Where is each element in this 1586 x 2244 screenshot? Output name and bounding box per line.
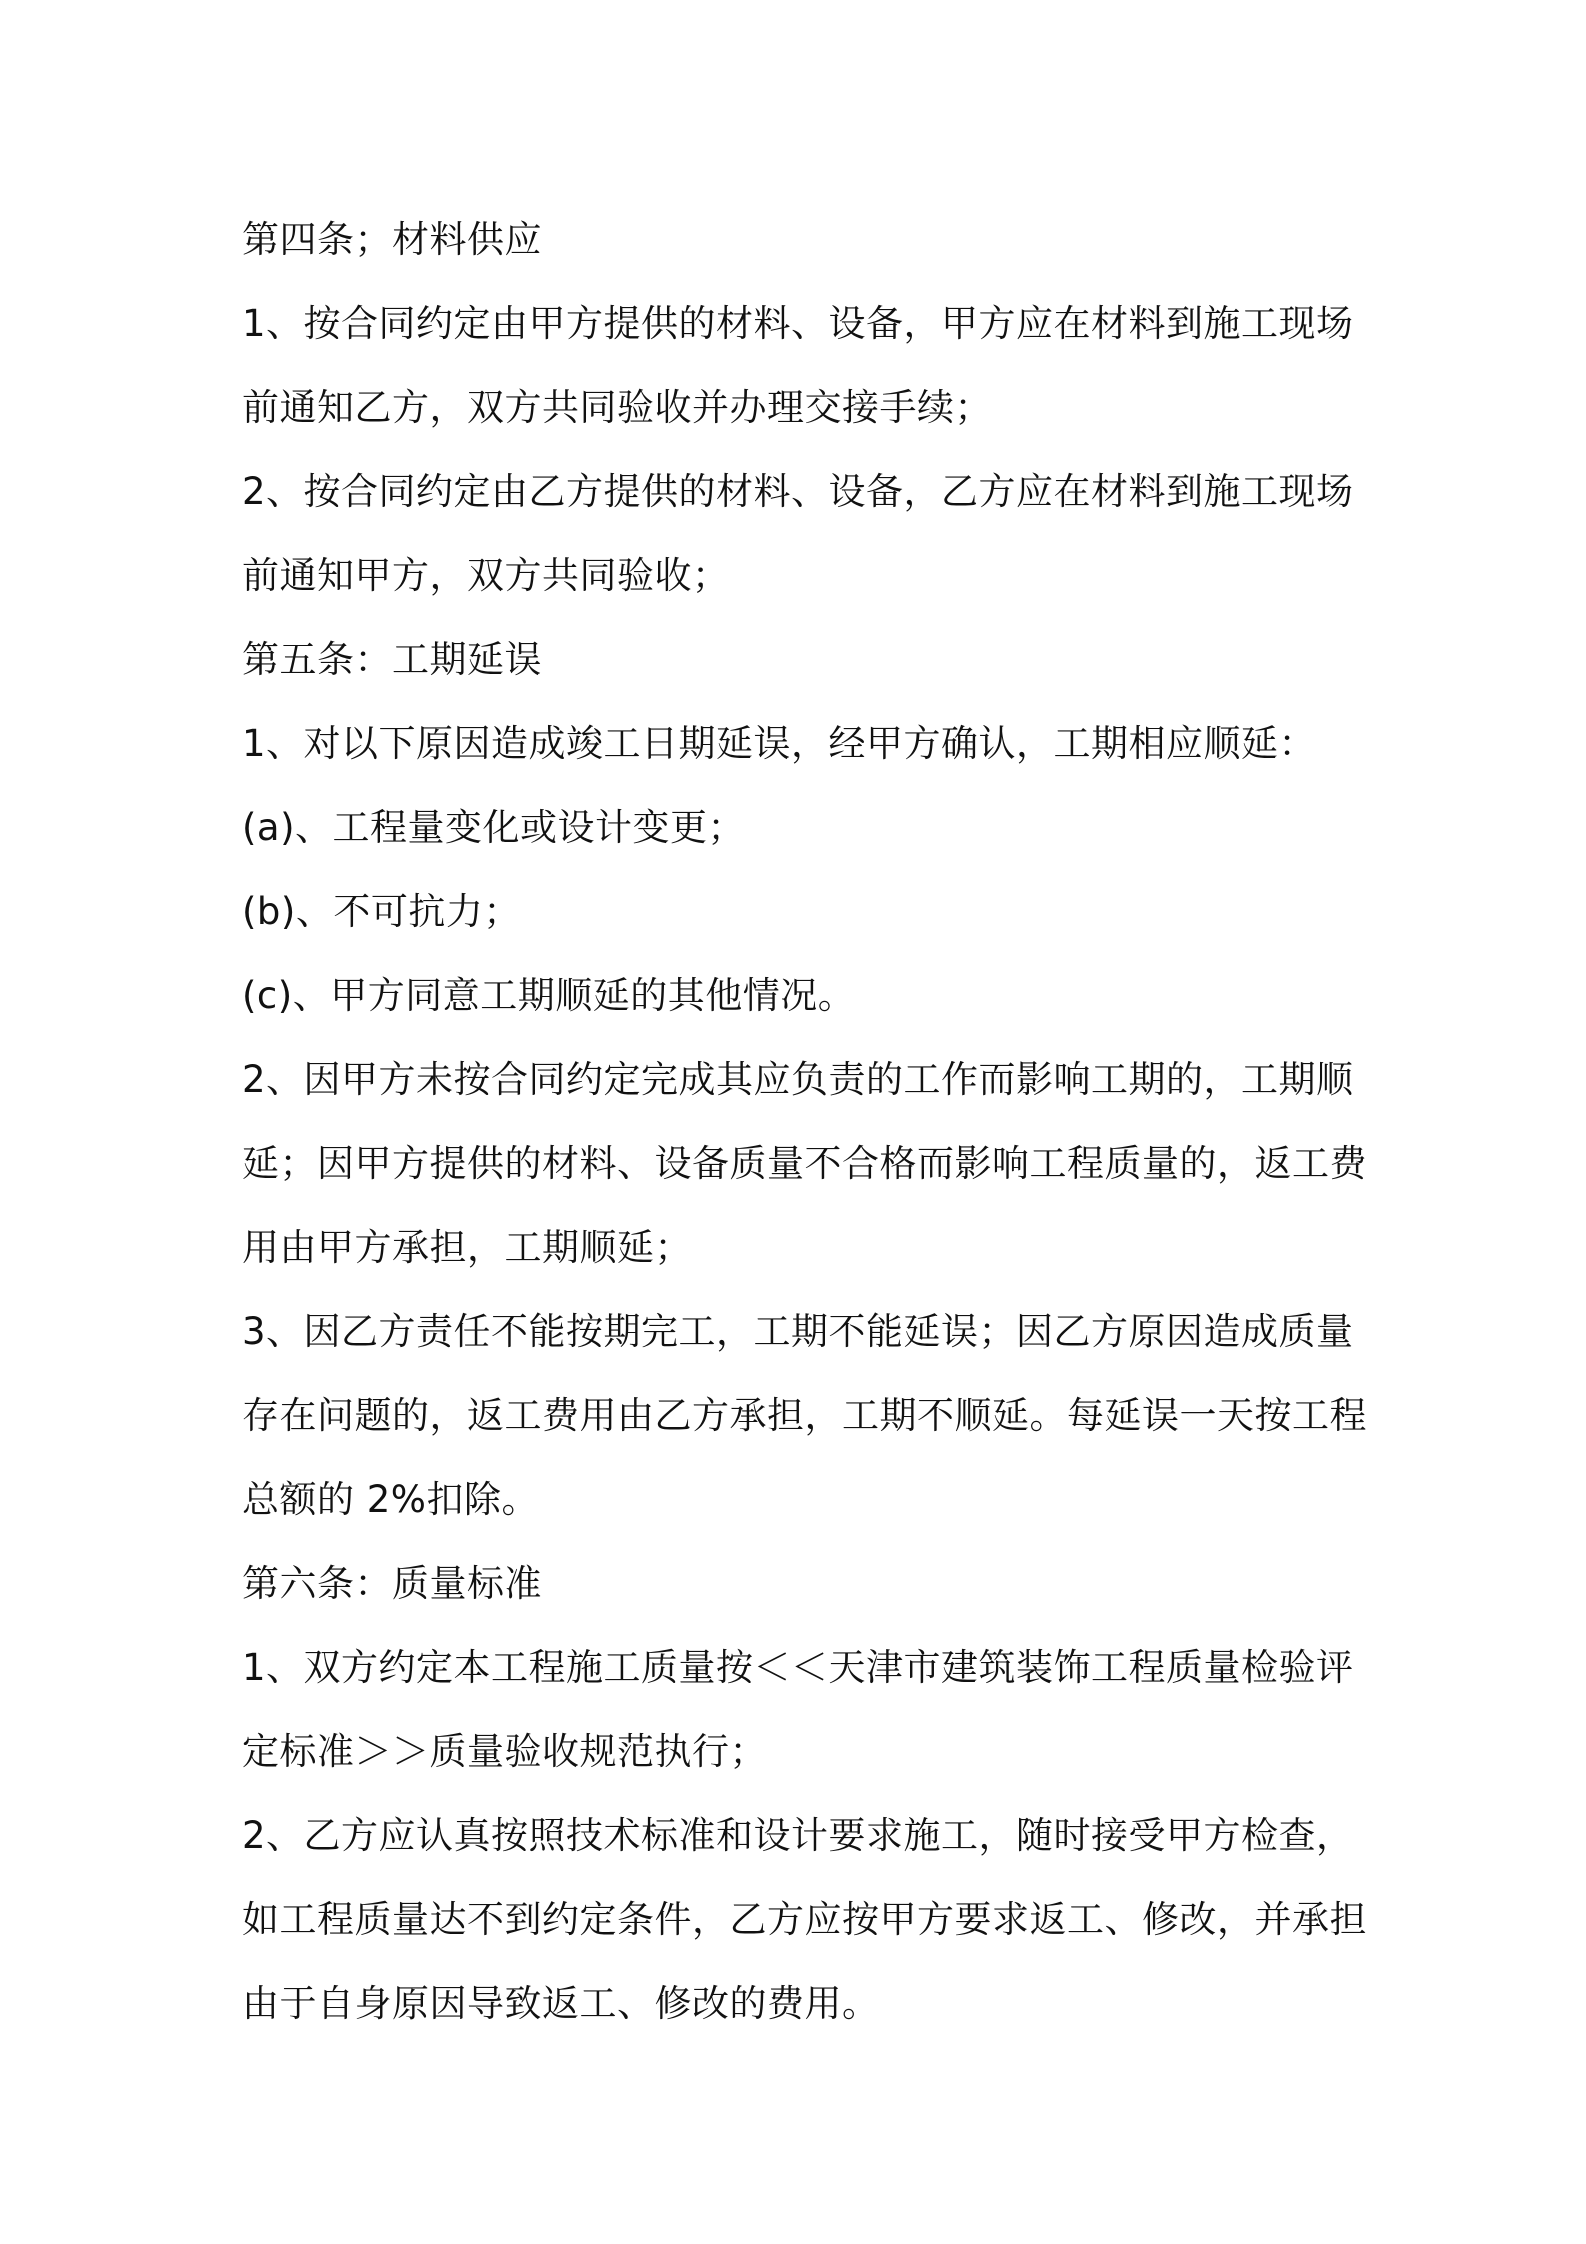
text-line: 1、双方约定本工程施工质量按＜＜天津市建筑装饰工程质量检验评 [242,1646,1354,1689]
text-line: 定标准＞＞质量验收规范执行； [242,1730,767,1773]
section-heading-article-6: 第六条：质量标准 [242,1562,542,1605]
list-item: (b)、不可抗力； [242,890,521,933]
list-item: (a)、工程量变化或设计变更； [242,806,746,849]
text-line: 延；因甲方提供的材料、设备质量不合格而影响工程质量的，返工费 [242,1142,1367,1185]
section-heading-article-4: 第四条；材料供应 [242,218,542,261]
text-line: 2、按合同约定由乙方提供的材料、设备，乙方应在材料到施工现场 [242,470,1354,513]
text-line: 用由甲方承担，工期顺延； [242,1226,692,1269]
section-heading-article-5: 第五条：工期延误 [242,638,542,681]
text-line: 2、因甲方未按合同约定完成其应负责的工作而影响工期的，工期顺 [242,1058,1354,1101]
text-line: 2、乙方应认真按照技术标准和设计要求施工，随时接受甲方检查， [242,1814,1354,1857]
text-line: 前通知甲方，双方共同验收； [242,554,730,597]
text-line: 存在问题的，返工费用由乙方承担，工期不顺延。每延误一天按工程 [242,1394,1367,1437]
text-line: 3、因乙方责任不能按期完工，工期不能延误；因乙方原因造成质量 [242,1310,1354,1353]
text-line: 由于自身原因导致返工、修改的费用。 [242,1982,880,2025]
document-body [242,198,1367,2046]
text-line: 如工程质量达不到约定条件，乙方应按甲方要求返工、修改，并承担 [242,1898,1367,1941]
text-line: 1、按合同约定由甲方提供的材料、设备，甲方应在材料到施工现场 [242,302,1354,345]
text-line: 前通知乙方，双方共同验收并办理交接手续； [242,386,992,429]
text-line: 1、对以下原因造成竣工日期延误，经甲方确认，工期相应顺延： [242,722,1317,765]
list-item: (c)、甲方同意工期顺延的其他情况。 [242,974,856,1017]
text-line: 总额的 2%扣除。 [242,1478,539,1521]
